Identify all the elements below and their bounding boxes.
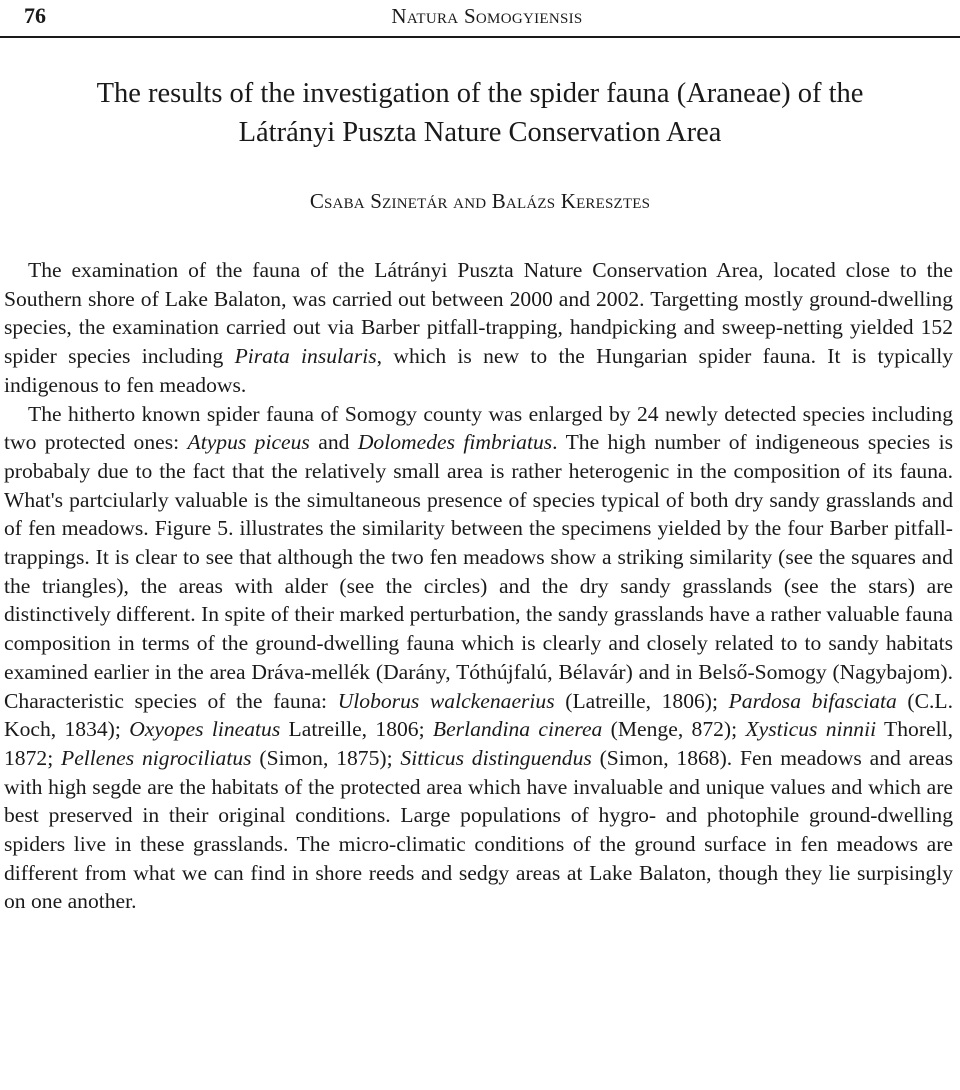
abstract-paragraph-2	[4, 400, 953, 917]
title-line-2: Látrányi Puszta Nature Conservation Area	[238, 117, 722, 148]
species-name: Pirata insularis	[234, 344, 377, 369]
species-name: Xysticus ninnii	[745, 717, 877, 742]
running-head	[22, 2, 952, 30]
species-name: Pellenes nigrociliatus	[61, 745, 252, 770]
abstract-text: The examination of the fauna of the Látrányi Puszta Nature Conservation Area, located close to the Southern shore of Lake Balaton, was carried out between 2000 and 2002. Targetting mostly ground-dwelling species, the examination carried out via Barber pitfall-trapping, handpicking and sweep-netting yielded 152 spider species including	[4, 258, 953, 369]
abstract-text: Thorell, 1872;	[4, 717, 953, 770]
abstract-text: (Simon, 1868). Fen meadows and areas with high segde are the habitats of the protected area which have invaluable and unique values and which are best preserved in their original conditions. Large populations of hygro- and photophile ground-dwelling spiders live in these grasslands. The micro-climatic conditions of the ground surface in fen meadows are different from what we can find in shore reeds and sedgy areas at Lake Balaton, though they lie surpisingly on one another.	[4, 745, 953, 914]
title-line-1: The results of the investigation of the spider fauna (Araneae) of the	[96, 78, 864, 109]
species-name: Uloborus walckenaerius	[337, 688, 555, 713]
abstract-text: , which is new to the Hungarian spider fauna. It is typically indigenous to fen meadows.	[4, 344, 953, 397]
abstract-text: (Simon, 1875);	[251, 745, 401, 770]
header-rule	[0, 36, 960, 38]
species-name: Dolomedes fimbriatus	[357, 430, 553, 455]
abstract-text: (Menge, 872);	[602, 717, 746, 742]
abstract	[4, 256, 953, 916]
journal-name: Natura Somogyiensis	[391, 4, 583, 28]
page-number: 76	[24, 3, 46, 28]
abstract-text: and	[309, 430, 358, 455]
species-name: Sitticus distinguendus	[400, 745, 592, 770]
abstract-text: Latreille, 1806;	[280, 717, 433, 742]
species-name: Pardosa bifasciata	[728, 688, 897, 713]
species-name: Berlandina cinerea	[432, 717, 603, 742]
species-name: Oxyopes lineatus	[129, 717, 281, 742]
authors: Csaba Szinetár and Balázs Keresztes	[309, 189, 651, 213]
species-name: Atypus piceus	[187, 430, 310, 455]
abstract-text: . The high number of indigeneous species is probabaly due to the fact that the relatively small area is rather heterogenic in the composition of its fauna. What's partciularly valuable is the simultaneous presence of species typical of both dry sandy grasslands and of fen meadows. Figure 5. illustrates the similarity between the specimens yielded by the four Barber pitfall-trappings. It is clear to see that although the two fen meadows show a striking similarity (see the squares and the triangles), the areas with alder (see the circles) and the dry sandy grasslands (see the stars) are distinctively different. In spite of their marked perturbation, the sandy grasslands have a rather valuable fauna composition in terms of the ground-dwelling fauna which is clearly and closely related to to sandy habitats examined earlier in the area Dráva-mellék (Darány, Tóthújfalú, Bélavár) and in Belső-Somogy (Nagybajom). Characteristic species of the fauna:	[4, 430, 953, 713]
article-title	[0, 74, 960, 152]
abstract-text: (C.L. Koch, 1834);	[4, 688, 953, 742]
abstract-text: The hitherto known spider fauna of Somogy county was enlarged by 24 newly detected species including two protected ones:	[4, 401, 953, 455]
abstract-paragraph-1	[4, 256, 953, 400]
abstract-text: (Latreille, 1806);	[554, 688, 729, 713]
